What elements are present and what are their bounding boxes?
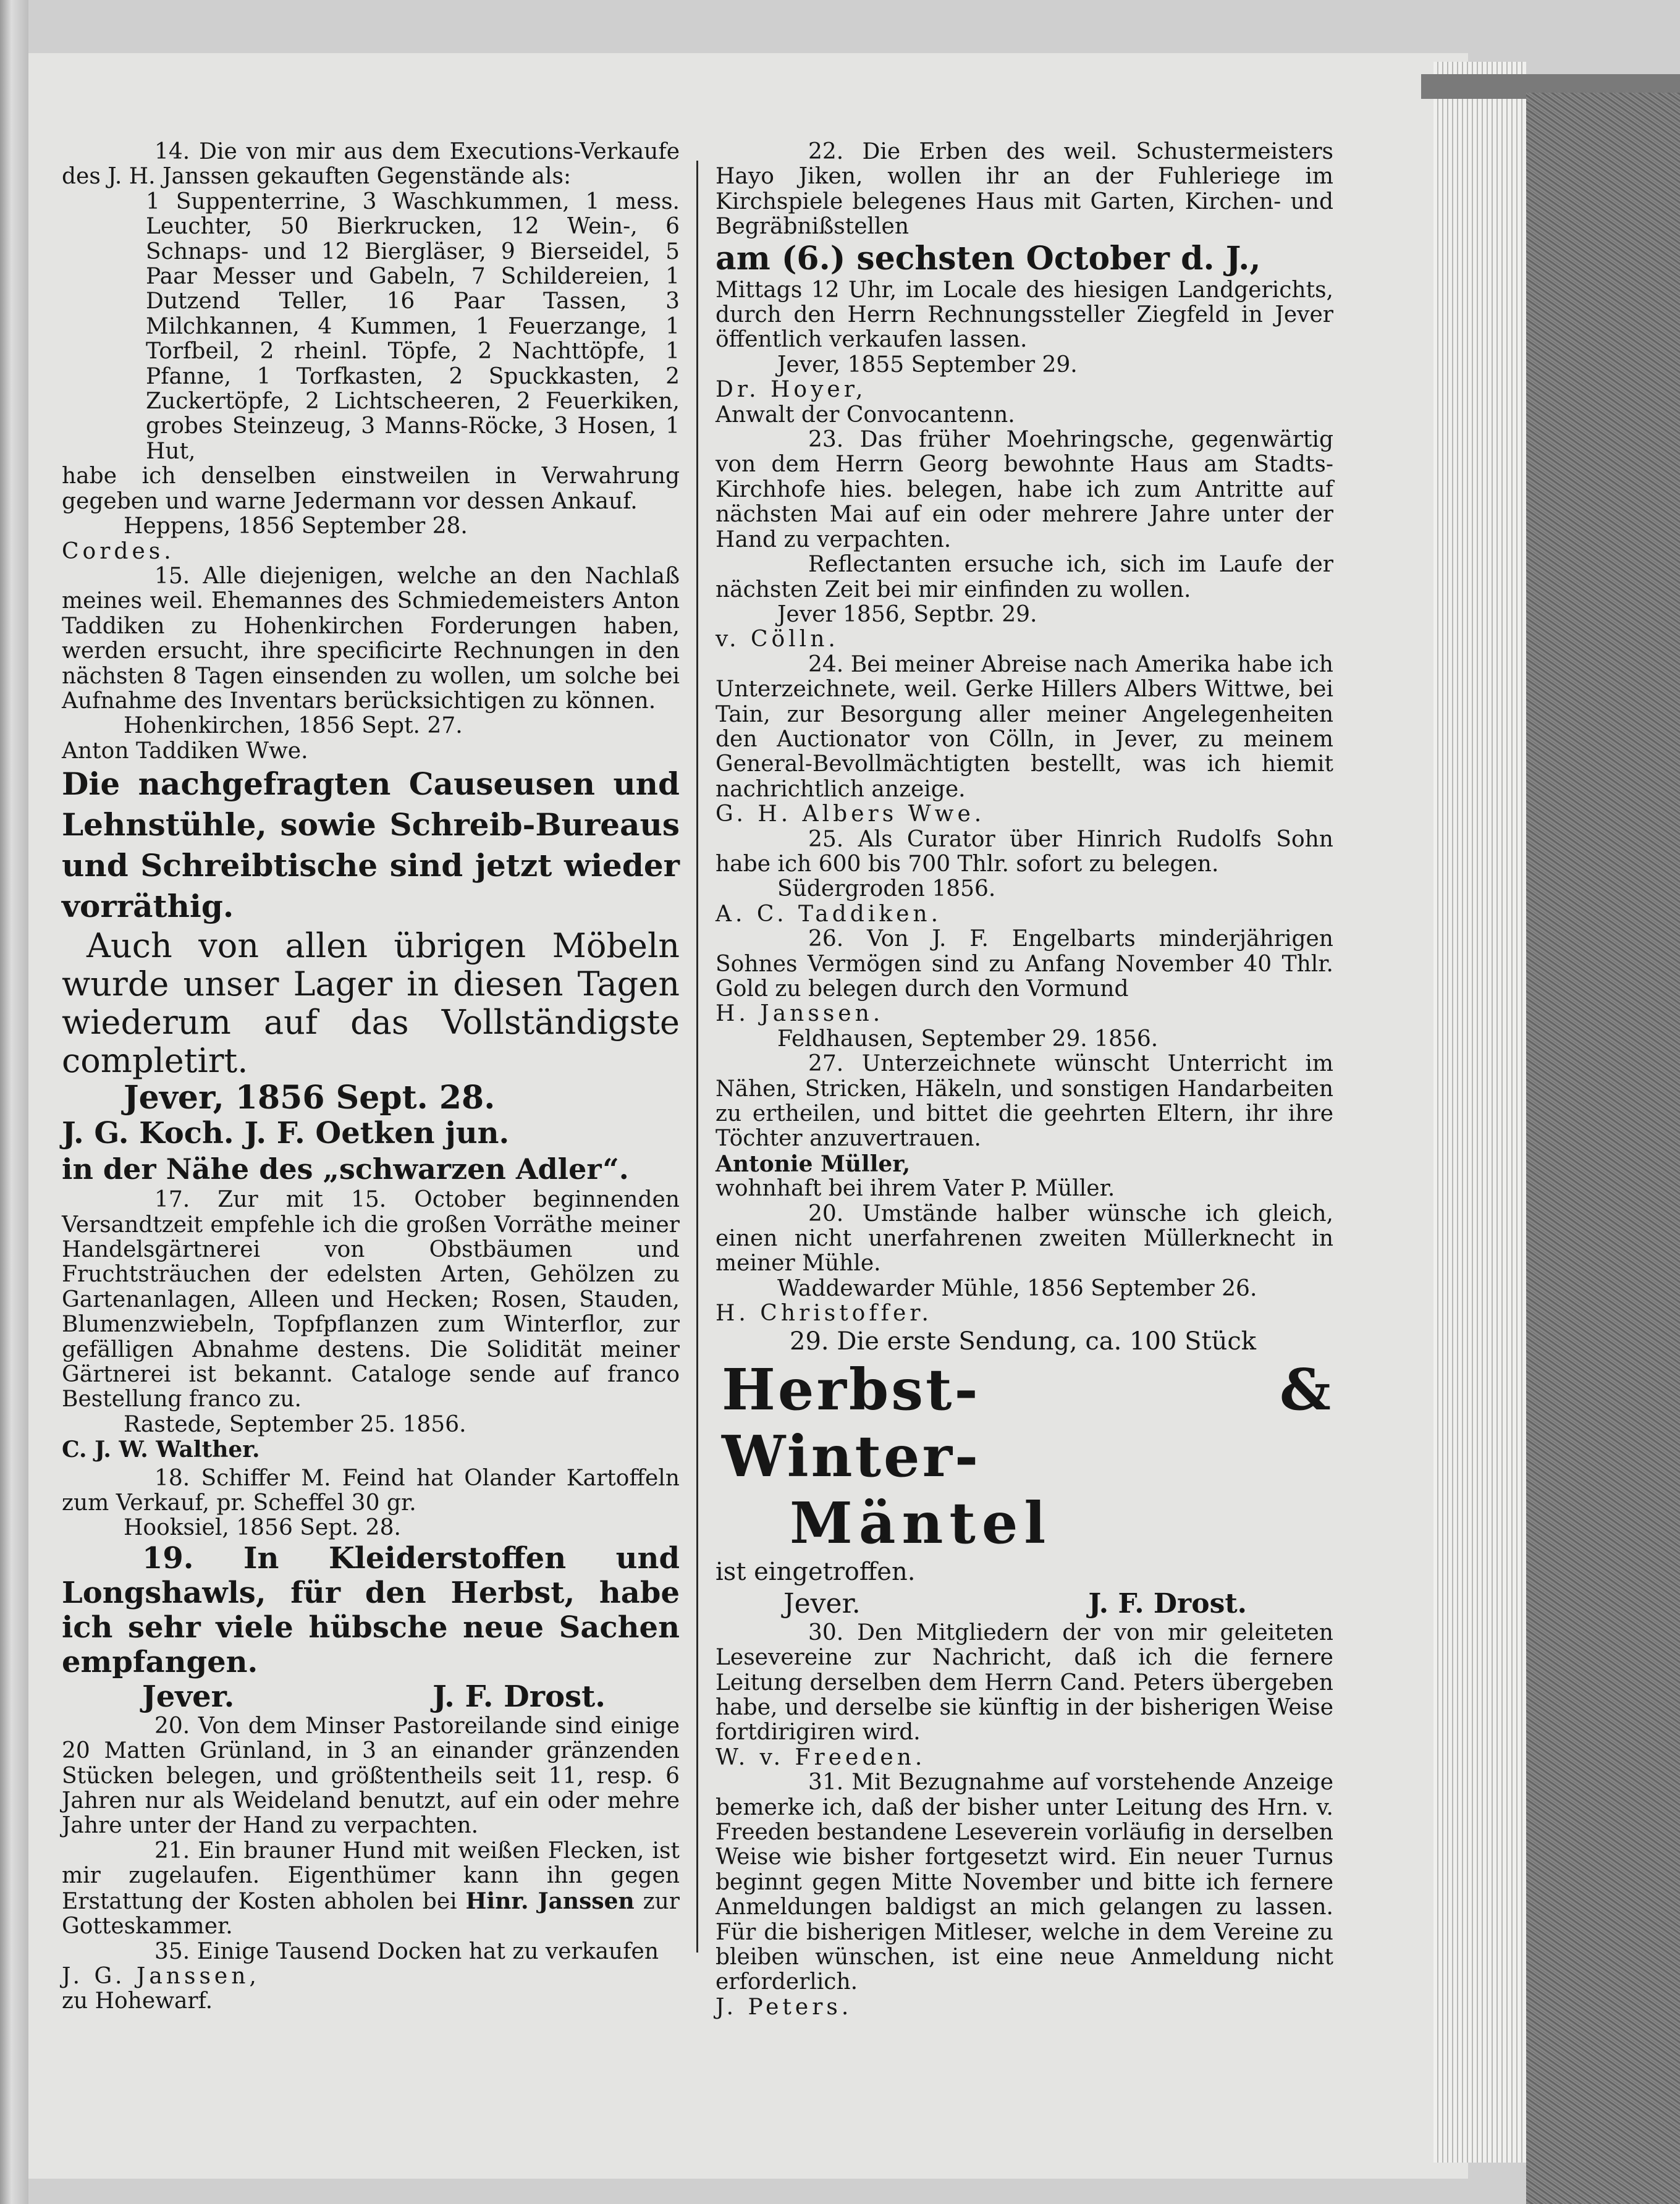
ad-19 [62, 1541, 680, 1714]
ad-text: 17. Zur mit 15. October beginnenden Versandtzeit empfehle ich die großen Vorräthe meiner Handelsgärtnerei von Obstbäumen und Fruchtsträuchen der edelsten Arten, Gehölzen zu Gartenanlagen, Alleen und Hecken; Rosen, Stauden, Blumenzwiebeln, Topfpflanzen zum Winterflor, zur gefälligen Abnahme destens. Die Solidität meiner Gärtnerei ist bekannt. Cataloge sende auf franco Bestellung franco zu. [62, 1187, 680, 1412]
ad-signature: Dr. Hoyer, [715, 377, 867, 403]
ad-signature: A. C. Taddiken. [715, 901, 942, 927]
ad-place-signature [715, 1587, 1333, 1621]
ad-text-large: 19. In Kleiderstoffen und Longshawls, für den Herbst, habe ich sehr viele hübsche neue Sachen empfangen. [62, 1540, 680, 1679]
ad-place: Jever. [142, 1679, 235, 1714]
ad-signature: H. Janssen. [715, 1001, 884, 1027]
ad-signature: Antonie Müller, [715, 1151, 911, 1177]
ad-signature: J. G. Janssen, [62, 1963, 260, 1989]
ad-date: Jever 1856, Septbr. 29. [777, 601, 1037, 627]
ad-signature-location: in der Nähe des „schwarzen Adler“. [62, 1152, 629, 1186]
ad-text: 14. Die von mir aus dem Executions-Verkaufe des J. H. Janssen gekauften Gegenstände als: [62, 139, 680, 190]
ad-signature-detail: wohnhaft bei ihrem Vater P. Müller. [715, 1176, 1115, 1202]
ad-text-large: Auch von allen übrigen Möbeln wurde unser Lager in diesen Tagen wiederum auf das Vollständigste completirt. [62, 926, 680, 1081]
book-cover-binding [1526, 93, 1680, 2204]
ad-signature: Cordes. [62, 538, 175, 564]
ad-text: 25. Als Curator über Hinrich Rudolfs Sohn habe ich 600 bis 700 Thlr. sofort zu belegen. [715, 826, 1333, 877]
ad-signature: J. Peters. [715, 1994, 853, 2020]
ad-20 [62, 1714, 680, 1839]
ad-place: Jever. [783, 1587, 861, 1619]
ad-signature: C. J. W. Walther. [62, 1437, 260, 1463]
ad-signature: v. Cölln. [715, 627, 839, 652]
ad-text: Reflectanten ersuche ich, sich im Laufe der nächsten Zeit bei mir einfinden zu wollen. [715, 552, 1333, 602]
ad-signature: J. F. Drost. [433, 1679, 606, 1714]
ad-15 [62, 564, 680, 764]
ad-signature-location: zu Hohewarf. [62, 1988, 213, 2014]
ad-text: 18. Schiffer M. Feind hat Olander Kartoffeln zum Verkauf, pr. Scheffel 30 gr. [62, 1465, 680, 1516]
ad-text: 24. Bei meiner Abreise nach Amerika habe ich Unterzeichnete, weil. Gerke Hillers Albers Wittwe, bei Tain, zur Besorgung aller meiner Angelegenheiten den Auctionator von Cölln, in Jever, zu meinem General-Bevollmächtigten bestellt, was ich hiemit nachrichtlich anzeige. [715, 651, 1333, 802]
ad-14 [62, 140, 680, 564]
ad-27 [715, 1052, 1333, 1201]
ad-signature: H. Christoffer. [715, 1301, 932, 1327]
ad-text: 31. Mit Bezugnahme auf vorstehende Anzeige bemerke ich, daß der bisher unter Leitung des Hrn. v. Freeden bestandene Leseverein vorläufig in derselben Weise wie bisher fortgesetzt wird. Ein neuer Turnus beginnt gegen Mitte November und bitte ich fernere Anmeldungen baldigst an mich gelangen zu lassen. Für die bisherigen Mitleser, welche in dem Vereine zu bleiben wünschen, ist eine neue Anmeldung nicht erforderlich. [715, 1770, 1333, 1995]
ad-text: 30. Den Mitgliedern der von mir geleiteten Lesevereine zur Nachricht, daß ich die fernere Leitung derselben dem Herrn Cand. Peters übergeben habe, und derselbe sie künftig in der bisherigen Weise fortdirigiren wird. [715, 1619, 1333, 1746]
ad-signature: W. v. Freeden. [715, 1744, 926, 1770]
left-page-edge [0, 0, 28, 2204]
ad-text: Mittags 12 Uhr, im Locale des hiesigen Landgerichts, durch den Herrn Rechnungssteller Ziegfeld in Jever öffentlich verkaufen lassen. [715, 277, 1333, 353]
ad-text-part: 21. Ein brauner Hund mit weißen Flecken, ist mir zugelaufen. Eigenthümer kann ihn gegen Erstattung der Kosten abholen bei [62, 1838, 680, 1914]
ad-22 [715, 140, 1333, 428]
ad-23 [715, 428, 1333, 652]
ad-headline: Herbst- & Winter- [722, 1356, 1333, 1490]
ad-date: Waddewarder Mühle, 1856 September 26. [777, 1275, 1257, 1301]
ad-signature: G. H. Albers Wwe. [715, 801, 986, 827]
left-column [62, 140, 680, 2014]
ad-date: Hohenkirchen, 1856 Sept. 27. [124, 713, 463, 739]
ad-headline: Mäntel [790, 1489, 1052, 1556]
ad-31 [715, 1770, 1333, 2020]
ad-signature: Anton Taddiken Wwe. [62, 738, 308, 764]
ad-text: 27. Unterzeichnete wünscht Unterricht im Nähen, Stricken, Häkeln, und sonstigen Handarbeiten zu ertheilen, und bittet die geehrten Eltern, ihr ihre Töchter anzuvertrauen. [715, 1051, 1333, 1152]
ad-text: 20. Umstände halber wünsche ich gleich, einen nicht unerfahrenen zweiten Müllerknecht in meiner Mühle. [715, 1201, 1333, 1277]
ad-text: habe ich denselben einstweilen in Verwahrung gegeben und warne Jedermann vor dessen Ankauf. [62, 463, 680, 514]
ad-furniture [62, 764, 680, 1188]
ad-name: Hinr. Janssen [465, 1888, 635, 1914]
ad-26 [715, 927, 1333, 1052]
ad-signature-title: Anwalt der Convocantenn. [715, 402, 1015, 428]
ad-signature: J. F. Drost. [1088, 1587, 1247, 1619]
ad-29 [715, 1327, 1333, 1621]
column-rule [696, 161, 698, 1953]
ad-item-list: 1 Suppenterrine, 3 Waschkummen, 1 mess. Leuchter, 50 Bierkrucken, 12 Wein-, 6 Schnaps- und 12 Biergläser, 9 Bierseidel, 5 Paar Messer und Gabeln, 7 Schildereien, 1 Dutzend Teller, 16 Paar Tassen, 3 Milchkannen, 4 Kummen, 1 Feuerzange, 1 Torfbeil, 2 rheinl. Töpfe, 2 Nachttöpfe, 1 Pfanne, 1 Torfkasten, 2 Spuckkasten, 2 Zuckertöpfe, 2 Lichtscheeren, 2 Feuerkiken, grobes Steinzeug, 3 Manns-Röcke, 3 Hosen, 1 Hut, [146, 188, 680, 464]
ad-text: 23. Das früher Moehringsche, gegenwärtig von dem Herrn Georg bewohnte Haus am Stadts-Kirchhofe hies. belegen, habe ich zum Antritte auf nächsten Mai auf ein oder mehrere Jahre unter der Hand zu verpachten. [715, 427, 1333, 552]
ad-text: 29. Die erste Sendung, ca. 100 Stück [790, 1327, 1256, 1356]
ad-35 [62, 1940, 680, 2014]
ad-date: Heppens, 1856 September 28. [124, 513, 468, 539]
ad-date: Hooksiel, 1856 Sept. 28. [124, 1515, 401, 1541]
ad-24 [715, 652, 1333, 827]
ad-date: Feldhausen, September 29. 1856. [777, 1026, 1159, 1052]
right-column [715, 140, 1333, 2020]
ad-date: Südergroden 1856. [777, 876, 996, 902]
ad-date: Jever, 1855 September 29. [777, 352, 1078, 378]
ad-18 [62, 1466, 680, 1541]
ad-text: 35. Einige Tausend Docken hat zu verkaufen [154, 1938, 659, 1964]
ad-text: 15. Alle diejenigen, welche an den Nachlaß meines weil. Ehemannes des Schmiedemeisters Anton Taddiken zu Hohenkirchen Forderungen haben, werden ersucht, ihre specificirte Rechnungen in den nächsten 8 Tagen einsenden zu wollen, um solche bei Aufnahme des Inventars berücksichtigen zu können. [62, 563, 680, 714]
ad-text [62, 1839, 680, 1940]
ad-text: ist eingetroffen. [715, 1557, 916, 1586]
ad-21 [62, 1839, 680, 1940]
ad-date: Rastede, September 25. 1856. [124, 1411, 466, 1437]
ad-text: 22. Die Erben des weil. Schustermeisters Hayo Jiken, wollen ihr an der Fuhleriege im Kirchspiele belegenes Haus mit Garten, Kirchen- und Begräbnißstellen [715, 139, 1333, 240]
ad-text-part: zur Gotteskammer. [62, 1888, 680, 1940]
ad-text: 26. Von J. F. Engelbarts minderjährigen Sohnes Vermögen sind zu Anfang November 40 Thlr. Gold zu belegen durch den Vormund [715, 926, 1333, 1002]
ad-date: Jever, 1856 Sept. 28. [124, 1079, 496, 1117]
ad-text: 20. Von dem Minser Pastoreilande sind einige 20 Matten Grünland, in 3 an einander gränzenden Stücken belegen, und größtentheils seit 11, resp. 6 Jahren nur als Weideland benutzt, auf ein oder mehre Jahre unter der Hand zu verpachten. [62, 1713, 680, 1839]
ad-25 [715, 827, 1333, 927]
ad-place-signature [62, 1679, 680, 1714]
ad-signature: J. G. Koch. J. F. Oetken jun. [62, 1116, 510, 1151]
ad-28 [715, 1202, 1333, 1327]
ad-30 [715, 1621, 1333, 1770]
book-page-edges [1433, 62, 1526, 2163]
ad-17 [62, 1188, 680, 1462]
ad-headline: Die nachgefragten Causeusen und Lehnstühle, sowie Schreib-Bureaus und Schreibtische sind jetzt wieder vorräthig. [62, 766, 680, 925]
ad-headline: am (6.) sechsten October d. J., [715, 239, 1261, 277]
